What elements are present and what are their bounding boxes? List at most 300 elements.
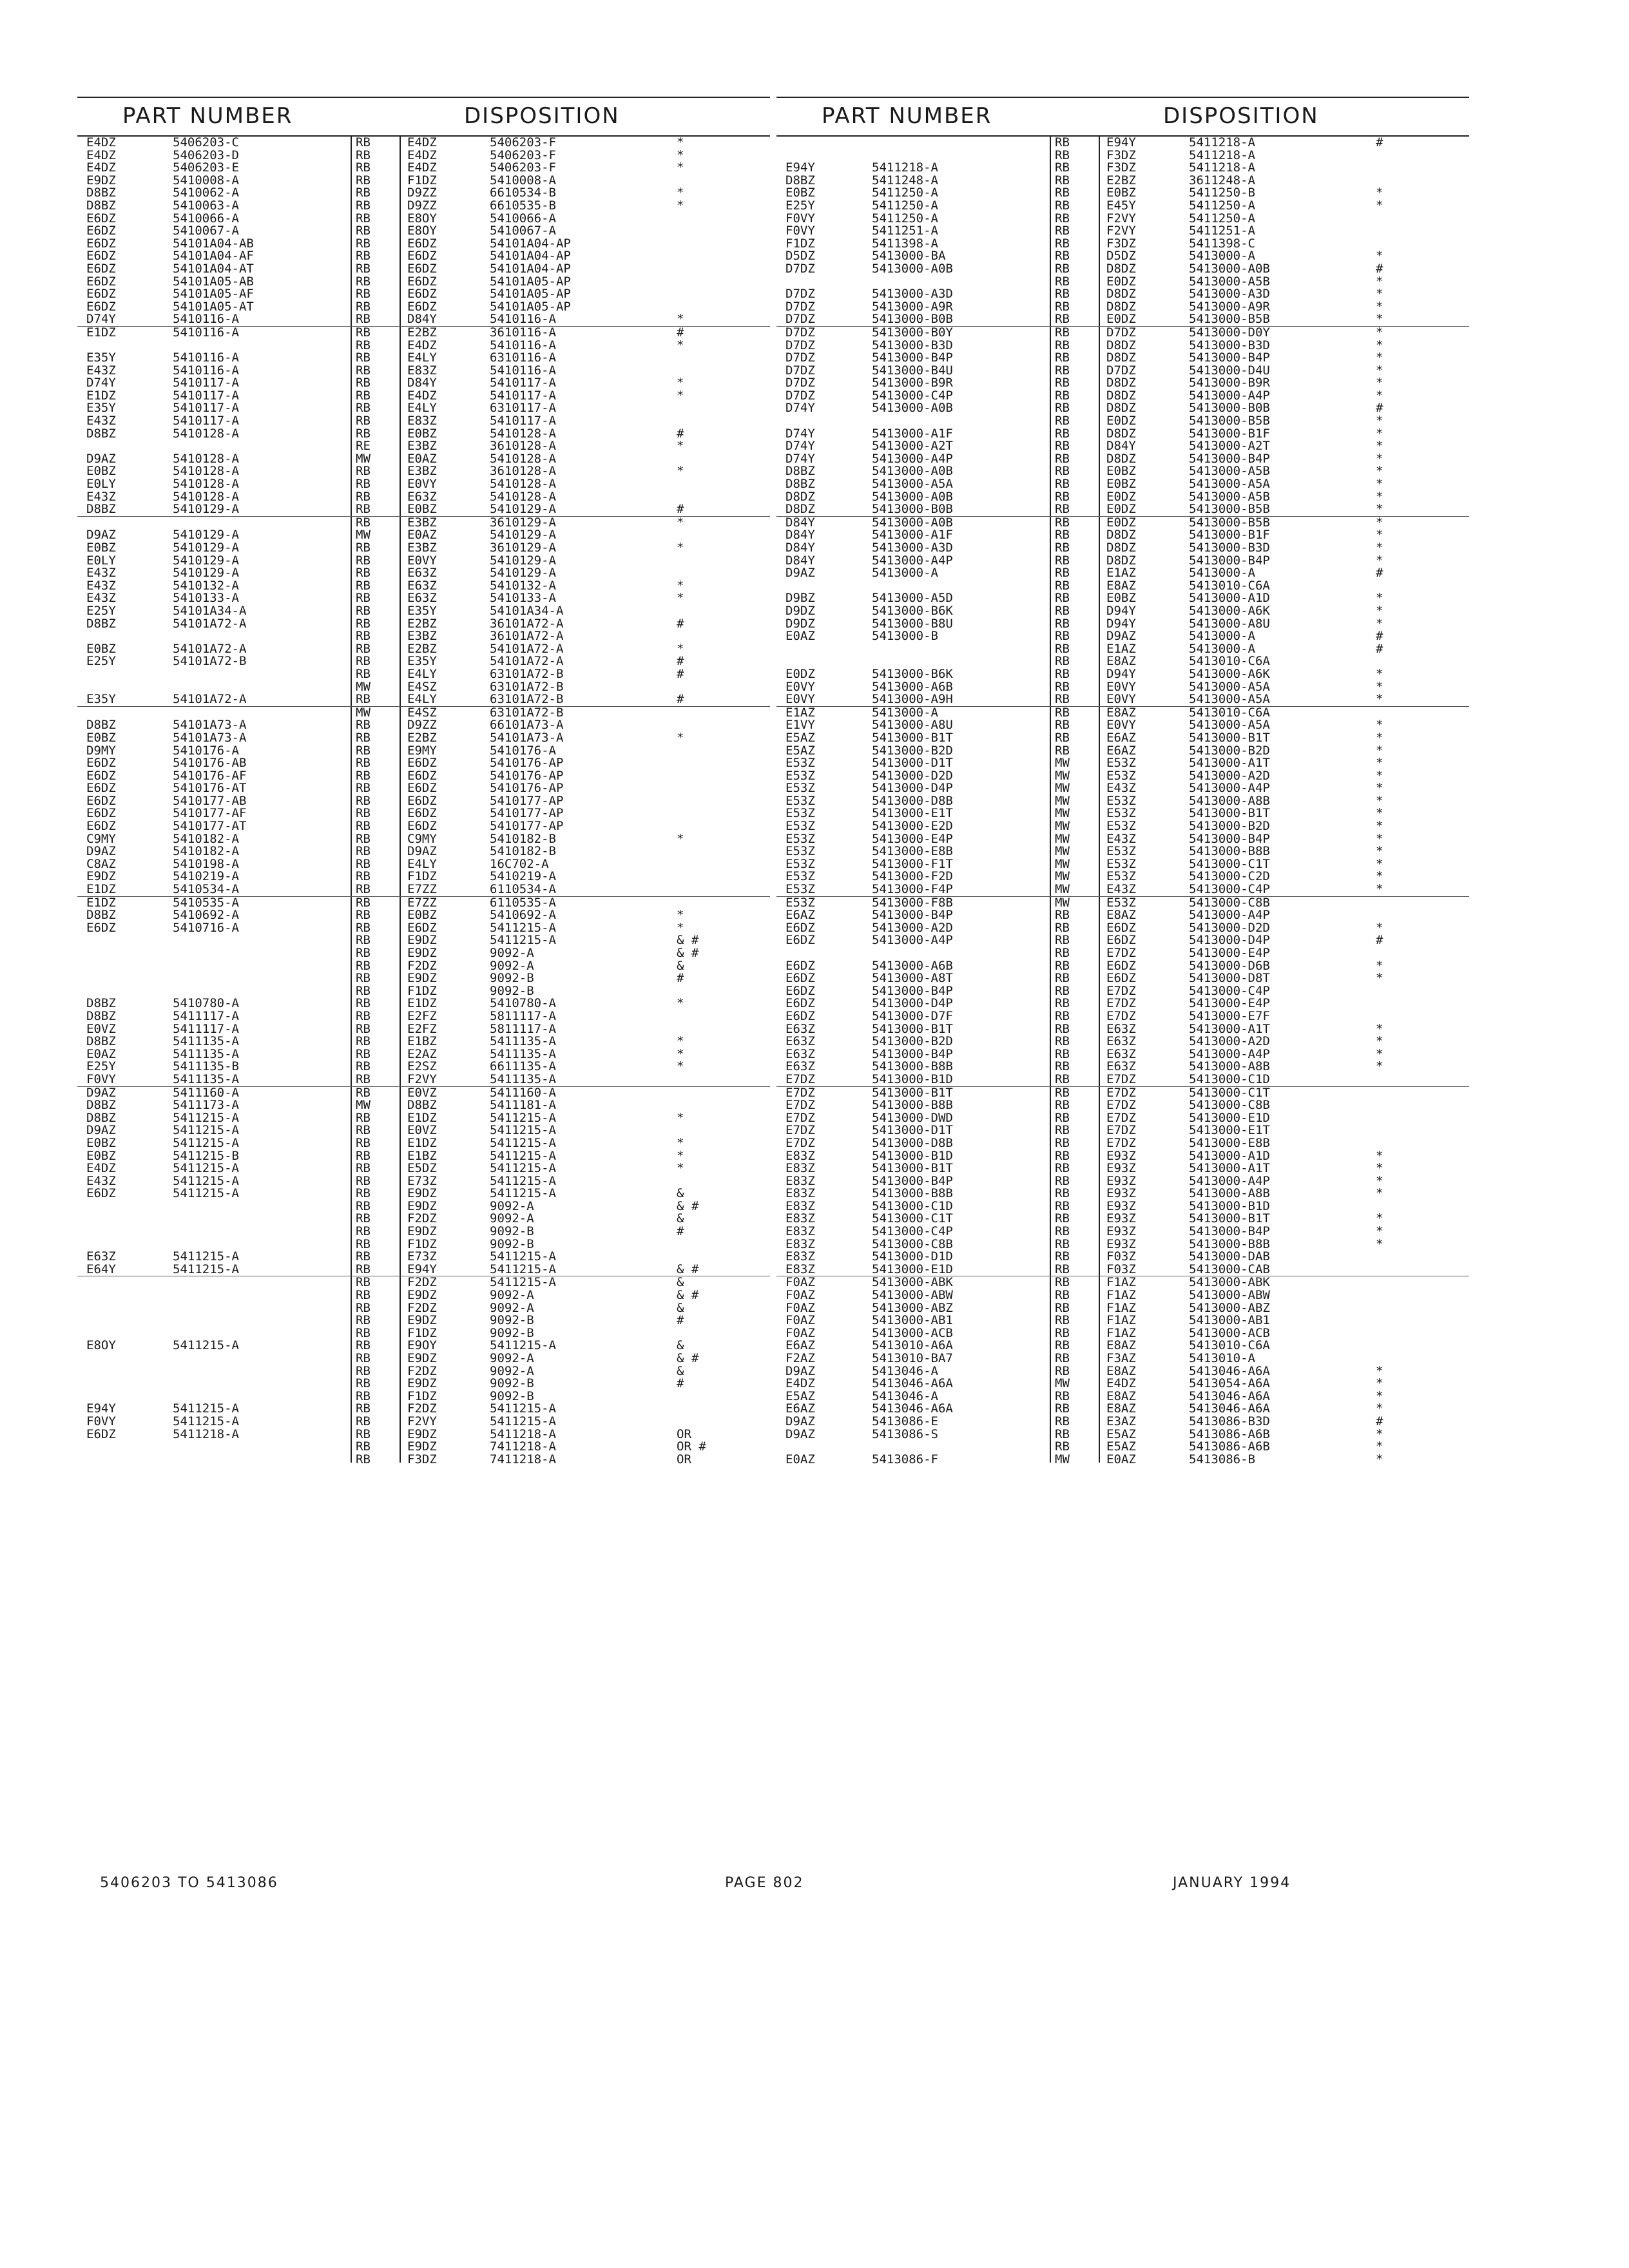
new-prefix-cell: E53Z [1106, 869, 1136, 884]
new-prefix-cell: E4SZ [407, 679, 437, 694]
old-prefix-cell: E63Z [786, 1034, 815, 1049]
old-part-cell: 5410116-A [173, 351, 239, 365]
old-part-cell: 5413000-D7F [872, 1008, 953, 1023]
old-part-cell: 5411215-A [173, 1338, 239, 1353]
table-row [776, 1099, 1469, 1112]
new-prefix-cell: E8OY [407, 224, 437, 238]
new-part-cell: 5413000-B8B [1189, 844, 1270, 859]
table-row [77, 655, 770, 668]
new-prefix-cell: F1DZ [407, 983, 437, 998]
disposition-code-cell: MW [356, 1098, 371, 1113]
note-cell: * [1376, 1439, 1383, 1454]
disposition-code-cell: MW [1055, 756, 1070, 771]
new-part-cell: 5413046-A6A [1189, 1389, 1270, 1403]
new-prefix-cell: E6AZ [1106, 730, 1136, 745]
new-prefix-cell: E0DZ [1106, 489, 1136, 504]
old-part-cell: 5410692-A [173, 908, 239, 923]
disposition-code-cell: RB [1055, 1173, 1070, 1188]
table-row [776, 1137, 1469, 1150]
table-row [776, 327, 1469, 340]
old-prefix-cell: E7DZ [786, 1098, 815, 1113]
old-part-cell: 5411135-A [173, 1046, 239, 1061]
disposition-code-cell: RB [356, 1173, 371, 1188]
old-prefix-cell: E35Y [86, 351, 116, 365]
old-prefix-cell: E83Z [786, 1148, 815, 1163]
disposition-code-cell: RB [356, 211, 371, 226]
new-prefix-cell: C9MY [407, 831, 437, 846]
new-prefix-cell: F03Z [1106, 1262, 1136, 1276]
new-prefix-cell: E63Z [1106, 1059, 1136, 1074]
old-part-cell: 5413086-S [872, 1427, 938, 1441]
note-cell: * [677, 1148, 684, 1163]
new-part-cell: 5410116-A [490, 363, 556, 378]
new-part-cell: 6610534-B [490, 186, 556, 200]
new-prefix-cell: E4LY [407, 666, 437, 681]
note-cell: * [1376, 338, 1383, 352]
disposition-code-cell: RB [356, 135, 371, 149]
old-part-cell: 5410219-A [173, 869, 239, 884]
old-prefix-cell: E0BZ [86, 464, 116, 479]
old-prefix-cell: E43Z [86, 591, 116, 606]
disposition-code-cell: RB [1055, 477, 1070, 492]
old-part-cell: 5410182-A [173, 844, 239, 859]
table-row [776, 972, 1469, 985]
note-cell: * [1376, 692, 1383, 707]
old-prefix-cell: D9AZ [86, 528, 116, 543]
disposition-code-cell: RB [356, 388, 371, 403]
old-part-cell: 5413000-A2D [872, 920, 953, 935]
table-row [77, 909, 770, 922]
new-part-cell: 5410128-A [490, 477, 556, 492]
disposition-code-cell: RB [356, 198, 371, 213]
disposition-code-cell: RB [1055, 1313, 1070, 1328]
disposition-code-cell: RB [356, 654, 371, 669]
new-part-cell: 5411215-A [490, 1123, 556, 1138]
new-prefix-cell: E45Y [1106, 198, 1136, 213]
new-part-cell: 63101A72-B [490, 705, 564, 720]
new-part-cell: 5411250-B [1189, 186, 1255, 200]
new-part-cell: 5411218-A [1189, 135, 1255, 149]
new-part-cell: 5410176-AP [490, 781, 564, 796]
disposition-code-cell: RB [356, 908, 371, 923]
disposition-code-cell: RB [356, 1439, 371, 1454]
old-part-cell: 5410716-A [173, 920, 239, 935]
old-part-cell: 5413046-A [872, 1389, 938, 1403]
old-prefix-cell: F0VY [86, 1072, 116, 1086]
table-row [776, 1454, 1469, 1466]
new-part-cell: 5413000-A6K [1189, 603, 1270, 618]
table-row [776, 313, 1469, 327]
old-part-cell: 5410177-AB [173, 793, 247, 808]
old-part-cell: 5413000-A [872, 705, 938, 720]
new-part-cell: 5413000-C4P [1189, 983, 1270, 998]
old-prefix-cell: D84Y [786, 553, 815, 568]
old-part-cell: 5413000-D4P [872, 996, 953, 1011]
new-prefix-cell: E9OY [407, 1338, 437, 1353]
new-prefix-cell: E6DZ [1106, 933, 1136, 948]
old-prefix-cell: E83Z [786, 1262, 815, 1276]
new-part-cell: 5413000-B1T [1189, 730, 1270, 745]
disposition-code-cell: RB [356, 591, 371, 606]
table-row [776, 719, 1469, 732]
table-row [77, 1073, 770, 1087]
old-prefix-cell: E53Z [786, 781, 815, 796]
new-prefix-cell: E53Z [1106, 844, 1136, 859]
new-part-cell: 5413000-CAB [1189, 1262, 1270, 1276]
new-prefix-cell: E1AZ [1106, 566, 1136, 581]
table-row [77, 1225, 770, 1238]
table-row [776, 478, 1469, 491]
note-cell: & [677, 1275, 684, 1290]
old-part-cell: 5411173-A [173, 1098, 239, 1113]
new-prefix-cell: E6DZ [407, 806, 437, 821]
old-part-cell: 5413000-A2T [872, 439, 953, 454]
disposition-code-cell: RB [356, 173, 371, 187]
new-part-cell: 5413000-E4P [1189, 996, 1270, 1011]
new-part-cell: 5413000-B4P [1189, 1224, 1270, 1239]
old-part-cell: 5410128-A [173, 451, 239, 466]
note-cell: * [1376, 249, 1383, 264]
old-part-cell: 5411215-A [173, 1249, 239, 1264]
new-prefix-cell: F3DZ [407, 1452, 437, 1466]
table-row [776, 1378, 1469, 1390]
new-prefix-cell: E4LY [407, 401, 437, 416]
disposition-code-cell: RB [1055, 654, 1070, 669]
new-prefix-cell: D8DZ [1106, 351, 1136, 365]
table-row [77, 327, 770, 340]
old-prefix-cell: E53Z [786, 793, 815, 808]
new-prefix-cell: E0VY [407, 553, 437, 568]
new-part-cell: 5413000-D4U [1189, 363, 1270, 378]
new-part-cell: 6610535-B [490, 198, 556, 213]
new-prefix-cell: E9DZ [407, 1224, 437, 1239]
table-row [776, 288, 1469, 301]
new-part-cell: 5411215-A [490, 1135, 556, 1150]
disposition-code-cell: RB [356, 756, 371, 771]
old-part-cell: 5413000-B8B [872, 1098, 953, 1113]
old-prefix-cell: E0VY [786, 692, 815, 707]
table-row [77, 288, 770, 301]
old-prefix-cell: E7DZ [786, 1072, 815, 1086]
disposition-code-cell: RB [356, 781, 371, 796]
new-part-cell: 5410132-A [490, 578, 556, 593]
disposition-code-cell: RB [356, 768, 371, 783]
note-cell: * [1376, 1376, 1383, 1391]
new-prefix-cell: E6DZ [1106, 971, 1136, 986]
table-row [77, 732, 770, 745]
disposition-code-cell: RB [356, 312, 371, 327]
new-prefix-cell: E9DZ [407, 1288, 437, 1303]
new-part-cell: 5413000-C8B [1189, 1098, 1270, 1113]
new-part-cell: 3610128-A [490, 439, 556, 454]
new-prefix-cell: D7DZ [1106, 363, 1136, 378]
new-part-cell: 9092-A [490, 1351, 534, 1365]
old-prefix-cell: D9DZ [786, 603, 815, 618]
old-prefix-cell: D8BZ [86, 996, 116, 1011]
old-part-cell: 5413000-B4P [872, 908, 953, 923]
old-prefix-cell: E0AZ [786, 1452, 815, 1466]
new-prefix-cell: E6DZ [407, 287, 437, 302]
disposition-code-cell: RB [1055, 1198, 1070, 1213]
new-part-cell: 6310116-A [490, 351, 556, 365]
new-prefix-cell: E9DZ [407, 971, 437, 986]
new-prefix-cell: D8BZ [407, 1098, 437, 1113]
old-prefix-cell: D74Y [786, 451, 815, 466]
new-prefix-cell: E6DZ [1106, 920, 1136, 935]
old-part-cell: 5410066-A [173, 211, 239, 226]
disposition-code-cell: RB [1055, 515, 1070, 530]
new-prefix-cell: E4LY [407, 351, 437, 365]
new-prefix-cell: E6DZ [407, 299, 437, 314]
table-row [776, 732, 1469, 745]
old-part-cell: 5413000-B3D [872, 338, 953, 352]
disposition-code-cell: RB [1055, 666, 1070, 681]
old-part-cell: 5410176-AT [173, 781, 247, 796]
old-part-cell: 5410067-A [173, 224, 239, 238]
note-cell: * [1376, 882, 1383, 897]
note-cell: & # [677, 1262, 699, 1276]
new-part-cell: 9092-A [490, 1198, 534, 1213]
new-part-cell: 5413000-B1F [1189, 426, 1270, 441]
disposition-code-cell: MW [1055, 882, 1070, 897]
disposition-code-cell: RB [1055, 1338, 1070, 1353]
new-part-cell: 5410219-A [490, 869, 556, 884]
new-prefix-cell: E6DZ [407, 768, 437, 783]
old-part-cell: 54101A04-AF [173, 249, 254, 264]
disposition-code-cell: RB [356, 426, 371, 441]
old-part-cell: 5411215-A [173, 1262, 239, 1276]
old-prefix-cell: D8BZ [86, 718, 116, 733]
new-part-cell: 5413000-B9R [1189, 376, 1270, 390]
old-prefix-cell: D8DZ [786, 502, 815, 517]
note-cell: * [1376, 819, 1383, 834]
disposition-code-cell: RB [356, 641, 371, 656]
disposition-code-cell: RB [356, 895, 371, 910]
old-part-cell: 5410177-AF [173, 806, 247, 821]
note-cell: * [1376, 1224, 1383, 1239]
disposition-code-cell: RB [356, 1198, 371, 1213]
new-prefix-cell: E2BZ [407, 641, 437, 656]
disposition-code-cell: RB [1055, 629, 1070, 644]
table-row [77, 250, 770, 263]
new-part-cell: 9092-B [490, 983, 534, 998]
old-prefix-cell: E6DZ [86, 1427, 116, 1441]
new-part-cell: 5413046-A6A [1189, 1363, 1270, 1378]
note-cell: * [1376, 920, 1383, 935]
new-part-cell: 5410129-A [490, 553, 556, 568]
old-part-cell: 5411135-A [173, 1072, 239, 1086]
new-part-cell: 5413000-A2T [1189, 439, 1270, 454]
disposition-code-cell: MW [1055, 831, 1070, 846]
table-row [77, 1099, 770, 1112]
note-cell: * [1376, 451, 1383, 466]
note-cell: * [1376, 528, 1383, 543]
old-prefix-cell: D8BZ [786, 477, 815, 492]
note-cell: * [1376, 1186, 1383, 1201]
new-part-cell: 5413000-A1D [1189, 1148, 1270, 1163]
new-prefix-cell: E9DZ [407, 1198, 437, 1213]
new-part-cell: 5413000-B4P [1189, 831, 1270, 846]
new-prefix-cell: E9DZ [407, 933, 437, 948]
note-cell: * [677, 198, 684, 213]
note-cell: * [1376, 312, 1383, 327]
new-part-cell: 54101A05-AP [490, 299, 571, 314]
old-part-cell: 5413000-A0B [872, 515, 953, 530]
new-prefix-cell: E0DZ [1106, 312, 1136, 327]
old-part-cell: 5411215-A [173, 1414, 239, 1428]
new-prefix-cell: F2VY [407, 1072, 437, 1086]
old-part-cell: 5413000-D1T [872, 1123, 953, 1138]
note-cell: # [1376, 566, 1383, 581]
disposition-code-cell: RB [356, 1300, 371, 1315]
new-part-cell: 54101A72-A [490, 654, 564, 669]
disposition-code-cell: RB [356, 1161, 371, 1176]
disposition-code-cell: RB [356, 1021, 371, 1036]
disposition-code-cell: RE [356, 439, 371, 454]
new-part-cell: 5413000-ABZ [1189, 1300, 1270, 1315]
disposition-code-cell: RB [356, 983, 371, 998]
disposition-code-cell: RB [1055, 261, 1070, 276]
old-part-cell: 5413000-D4P [872, 781, 953, 796]
old-part-cell: 5413000-A8T [872, 971, 953, 986]
disposition-code-cell: RB [1055, 933, 1070, 948]
note-cell: * [1376, 426, 1383, 441]
new-part-cell: 9092-B [490, 1224, 534, 1239]
new-part-cell: 63101A72-B [490, 666, 564, 681]
new-part-cell: 5406203-F [490, 160, 556, 175]
disposition-code-cell: RB [356, 1110, 371, 1125]
old-part-cell: 5413000-B6K [872, 603, 953, 618]
new-part-cell: 3610129-A [490, 541, 556, 555]
disposition-code-cell: RB [356, 629, 371, 644]
new-prefix-cell: E0AZ [1106, 1452, 1136, 1466]
new-prefix-cell: D8DZ [1106, 388, 1136, 403]
old-part-cell: 5411215-A [173, 1123, 239, 1138]
old-prefix-cell: D8BZ [86, 1110, 116, 1125]
new-prefix-cell: E0VZ [407, 1085, 437, 1100]
disposition-code-cell: RB [1055, 1325, 1070, 1340]
old-part-cell: 5413000-B8B [872, 1059, 953, 1074]
disposition-code-cell: RB [356, 1363, 371, 1378]
old-part-cell: 5411117-A [173, 1021, 239, 1036]
disposition-code-cell: RB [1055, 566, 1070, 581]
new-part-cell: 5411215-A [490, 1262, 556, 1276]
disposition-code-cell: RB [1055, 641, 1070, 656]
new-prefix-cell: D8DZ [1106, 553, 1136, 568]
disposition-code-cell: RB [1055, 299, 1070, 314]
table-row [77, 1314, 770, 1327]
new-part-cell: 5413000-B1T [1189, 1211, 1270, 1226]
new-part-cell: 5406203-F [490, 135, 556, 149]
new-prefix-cell: F1AZ [1106, 1325, 1136, 1340]
disposition-code-cell: RB [356, 363, 371, 378]
old-part-cell: 54101A05-AB [173, 274, 254, 289]
old-part-cell: 5413000-A4P [872, 933, 953, 948]
new-part-cell: 5413000-B3D [1189, 338, 1270, 352]
old-part-cell: 5413000-E8B [872, 844, 953, 859]
old-part-cell: 5413000-C1T [872, 1211, 953, 1226]
new-part-cell: 5413000-A4P [1189, 908, 1270, 923]
table-row [776, 605, 1469, 618]
note-cell: * [1376, 351, 1383, 365]
left-header [77, 97, 770, 137]
disposition-code-cell: MW [1055, 781, 1070, 796]
old-part-cell: 5410129-A [173, 566, 239, 581]
new-prefix-cell: E73Z [407, 1249, 437, 1264]
new-prefix-cell: E2BZ [407, 616, 437, 631]
note-cell: * [1376, 1236, 1383, 1251]
old-prefix-cell: E53Z [786, 895, 815, 910]
old-part-cell: 5411215-A [173, 1161, 239, 1176]
table-row [77, 1352, 770, 1365]
new-part-cell: 5411215-A [490, 1414, 556, 1428]
old-prefix-cell: E7DZ [786, 1135, 815, 1150]
old-prefix-cell: E43Z [86, 1173, 116, 1188]
new-prefix-cell: E43Z [1106, 831, 1136, 846]
old-prefix-cell: E64Y [86, 1262, 116, 1276]
old-part-cell: 5410177-AT [173, 819, 247, 834]
new-prefix-cell: E43Z [1106, 781, 1136, 796]
new-part-cell: 66101A73-A [490, 718, 564, 733]
table-row [776, 630, 1469, 643]
old-prefix-cell: E6DZ [86, 756, 116, 771]
new-prefix-cell: E53Z [1106, 819, 1136, 834]
new-part-cell: 7411218-A [490, 1439, 556, 1454]
new-prefix-cell: E3AZ [1106, 1414, 1136, 1428]
old-part-cell: 5410117-A [173, 414, 239, 428]
old-prefix-cell: E6DZ [86, 806, 116, 821]
old-prefix-cell: E25Y [86, 654, 116, 669]
new-part-cell: 5413046-A6A [1189, 1401, 1270, 1416]
note-cell: * [1376, 198, 1383, 213]
disposition-code-cell: RB [1055, 489, 1070, 504]
note-cell: # [677, 1224, 684, 1239]
new-prefix-cell: E6DZ [407, 920, 437, 935]
new-prefix-cell: F2VY [1106, 224, 1136, 238]
new-part-cell: 5411135-A [490, 1034, 556, 1049]
old-part-cell: 5413000-DWD [872, 1110, 953, 1125]
table-row [77, 1251, 770, 1264]
old-prefix-cell: D7DZ [786, 363, 815, 378]
new-prefix-cell: E73Z [407, 1173, 437, 1188]
disposition-code-cell: RB [1055, 1021, 1070, 1036]
new-part-cell: 5413000-A8U [1189, 616, 1270, 631]
new-part-cell: 5413000-B4P [1189, 553, 1270, 568]
new-prefix-cell: E3BZ [407, 464, 437, 479]
old-prefix-cell: E1DZ [86, 325, 116, 340]
table-row [77, 1264, 770, 1277]
note-cell: OR [677, 1427, 691, 1441]
note-cell: * [677, 1034, 684, 1049]
new-prefix-cell: E6DZ [407, 274, 437, 289]
note-cell: OR # [677, 1439, 706, 1454]
table-row [776, 693, 1469, 707]
old-prefix-cell: E4DZ [786, 1376, 815, 1391]
note-cell: & [677, 958, 684, 973]
note-cell: * [677, 920, 684, 935]
note-cell: * [1376, 1452, 1383, 1466]
new-prefix-cell: E94Y [1106, 135, 1136, 149]
old-part-cell: 5413000-B [872, 629, 938, 644]
table-row [77, 478, 770, 491]
note-cell: * [1376, 679, 1383, 694]
new-part-cell: 5413000-A [1189, 249, 1255, 264]
new-part-cell: 5413000-B1F [1189, 528, 1270, 543]
new-prefix-cell: E1BZ [407, 1148, 437, 1163]
old-prefix-cell: E0DZ [786, 666, 815, 681]
note-cell: * [677, 148, 684, 162]
disposition-code-cell: RB [1055, 1046, 1070, 1061]
